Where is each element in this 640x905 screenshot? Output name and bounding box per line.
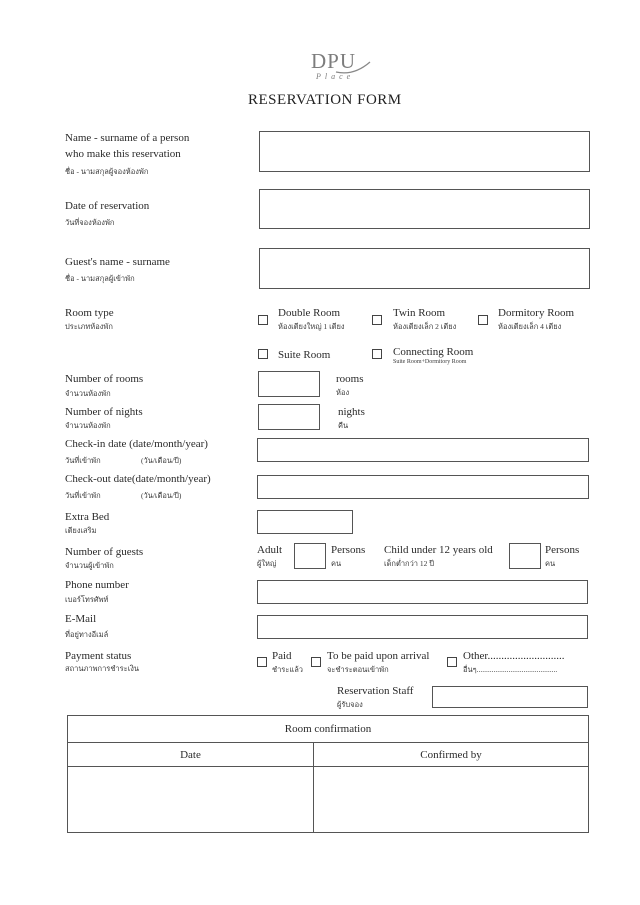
checkout-label: Check-out date(date/month/year) [65,473,211,485]
adult-persons-label-th: คน [331,559,342,568]
staff-field[interactable] [432,686,588,708]
num-rooms-unit-th: ห้อง [336,388,350,397]
email-label: E-Mail [65,613,97,625]
twin-room-label: Twin Room [393,307,446,319]
child-persons-label: Persons [545,544,580,556]
page-title: RESERVATION FORM [248,92,402,108]
confirmation-confirmed-by-cell[interactable] [314,767,589,833]
other-payment-label: Other............................ [463,650,565,662]
other-payment-checkbox[interactable] [447,657,457,667]
email-label-th: ที่อยู่ทางอีเมล์ [65,630,109,639]
num-nights-field[interactable] [258,404,320,430]
room-confirmation-table [67,715,589,833]
checkout-label-th: วันที่เข้าพัก [65,491,101,500]
num-rooms-field[interactable] [258,371,320,397]
dormitory-room-label: Dormitory Room [498,307,575,319]
num-guests-label-th: จำนวนผู้เข้าพัก [65,561,114,570]
num-rooms-label: Number of rooms [65,373,144,385]
name-reserver-field[interactable] [259,131,590,172]
adult-persons-label: Persons [331,544,366,556]
checkout-format-th: (วัน/เดือน/ปี) [141,491,182,500]
num-rooms-label-th: จำนวนห้องพัก [65,389,111,398]
pay-on-arrival-label: To be paid upon arrival [327,650,430,662]
dormitory-room-checkbox[interactable] [478,315,488,325]
confirmation-title: Room confirmation [68,716,589,743]
num-nights-label: Number of nights [65,406,143,418]
checkin-field[interactable] [257,438,589,462]
email-field[interactable] [257,615,588,639]
pay-on-arrival-checkbox[interactable] [311,657,321,667]
phone-label-th: เบอร์โทรศัพท์ [65,595,109,604]
paid-checkbox[interactable] [257,657,267,667]
phone-label: Phone number [65,579,129,591]
logo-text: DPU [311,49,357,73]
date-reservation-field[interactable] [259,189,590,229]
name-reserver-label-2: who make this reservation [65,148,181,160]
num-nights-unit: nights [338,406,365,418]
staff-label: Reservation Staff [337,685,414,697]
name-reserver-label-th: ชื่อ - นามสกุลผู้จองห้องพัก [65,167,149,176]
date-reservation-label-th: วันที่จองห้องพัก [65,218,115,227]
phone-field[interactable] [257,580,588,604]
double-room-label: Double Room [278,307,341,319]
num-nights-label-th: จำนวนห้องพัก [65,421,111,430]
child-persons-label-th: คน [545,559,556,568]
twin-room-checkbox[interactable] [372,315,382,325]
child-label-th: เด็กต่ำกว่า 12 ปี [384,559,435,568]
connecting-room-checkbox[interactable] [372,349,382,359]
num-guests-label: Number of guests [65,546,144,558]
confirmation-confirmed-by-header: Confirmed by [314,743,589,767]
checkin-label-th: วันที่เข้าพัก [65,456,101,465]
room-type-label: Room type [65,307,114,319]
double-room-checkbox[interactable] [258,315,268,325]
checkout-field[interactable] [257,475,589,499]
child-count-field[interactable] [509,543,541,569]
adult-label: Adult [257,544,283,556]
twin-room-sub: ห้องเตียงเล็ก 2 เตียง [393,322,457,331]
checkin-format-th: (วัน/เดือน/ปี) [141,456,182,465]
double-room-sub: ห้องเตียงใหญ่ 1 เตียง [278,322,345,331]
guest-name-label-th: ชื่อ - นามสกุลผู้เข้าพัก [65,274,135,283]
adult-count-field[interactable] [294,543,326,569]
confirmation-date-header: Date [68,743,314,767]
num-rooms-unit: rooms [336,373,364,385]
connecting-room-sub: Suite Room+Dormitory Room [393,359,467,365]
checkin-label: Check-in date (date/month/year) [65,438,208,450]
room-type-label-th: ประเภทห้องพัก [65,322,113,331]
pay-on-arrival-label-th: จะชำระตอนเข้าพัก [327,665,389,674]
paid-label: Paid [272,650,292,662]
suite-room-label: Suite Room [278,349,331,361]
guest-name-label: Guest's name - surname [65,256,170,268]
other-payment-label-th: อื่นๆ........................................... [463,665,558,674]
payment-label: Payment status [65,650,132,662]
extra-bed-label-th: เตียงเสริม [65,526,97,535]
confirmation-date-cell[interactable] [68,767,314,833]
dormitory-room-sub: ห้องเตียงเล็ก 4 เตียง [498,322,562,331]
staff-label-th: ผู้รับจอง [337,700,363,709]
adult-label-th: ผู้ใหญ่ [257,559,277,568]
name-reserver-label: Name - surname of a person [65,132,190,144]
suite-room-checkbox[interactable] [258,349,268,359]
paid-label-th: ชำระแล้ว [272,665,303,674]
date-reservation-label: Date of reservation [65,200,150,212]
payment-label-th: สถานภาพการชำระเงิน [65,664,140,673]
child-label: Child under 12 years old [384,544,493,556]
extra-bed-label: Extra Bed [65,511,110,523]
logo-subtext: Place [316,72,355,81]
guest-name-field[interactable] [259,248,590,289]
logo-swoosh-icon [334,58,374,76]
extra-bed-field[interactable] [257,510,353,534]
connecting-room-label: Connecting Room [393,346,474,358]
num-nights-unit-th: คืน [338,421,349,430]
